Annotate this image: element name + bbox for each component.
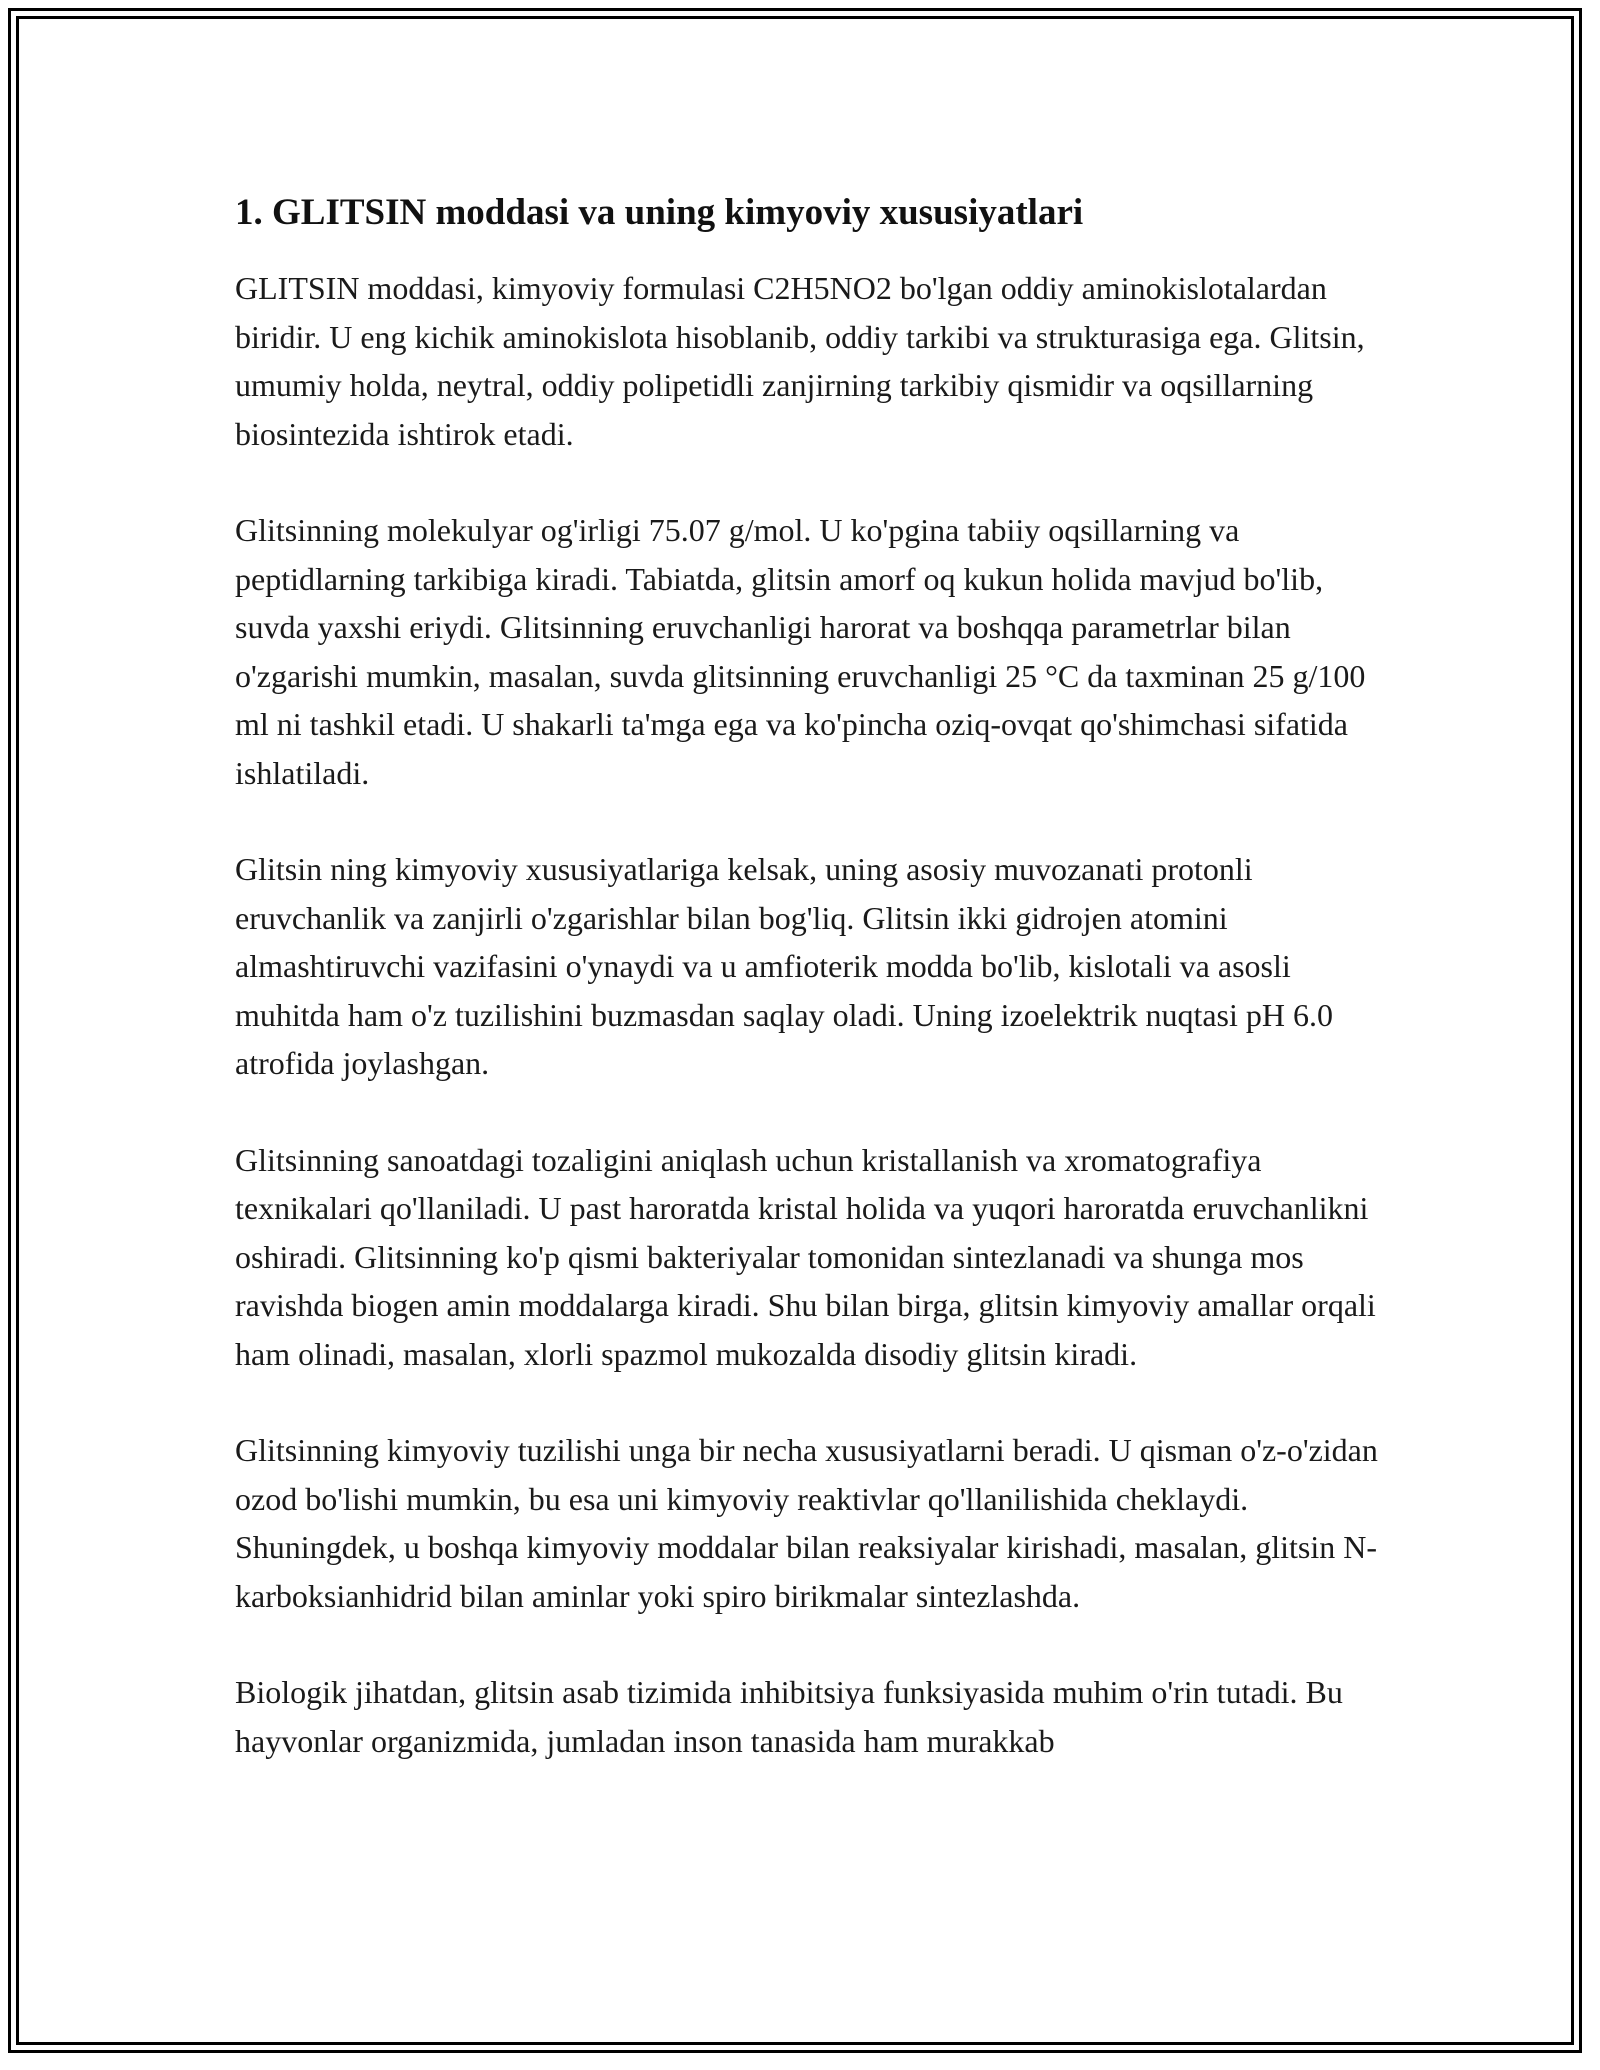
paragraph-2: Glitsinning molekulyar og'irligi 75.07 g/mol. U ko'pgina tabiiy oqsillarning va peptidlarning tarkibiga kiradi. Tabiatda, glitsin amorf oq kukun holida mavjud bo'lib, suvda yaxshi eriydi. Glitsinning eruvchanligi harorat va boshqqa parametrlar bilan o'zgarishi mumkin, masalan, suvda glitsinning eruvchanligi 25 °C da taxminan 25 g/100 ml ni tashkil etadi. U shakarli ta'mga ega va ko'pincha oziq-ovqat qo'shimchasi sifatida ishlatiladi. <box>235 512 1366 791</box>
section-heading: 1. GLITSIN moddasi va uning kimyoviy xususiyatlari <box>235 192 1084 233</box>
document-body <box>235 188 1380 1813</box>
paragraph-1: GLITSIN moddasi, kimyoviy formulasi C2H5NO2 bo'lgan oddiy aminokislotalardan biridir. U eng kichik aminokislota hisoblanib, oddiy tarkibi va strukturasiga ega. Glitsin, umumiy holda, neytral, oddiy polipetidli zanjirning tarkibiy qismidir va oqsillarning biosintezida ishtirok etadi. <box>235 270 1365 452</box>
paragraph-6: Biologik jihatdan, glitsin asab tizimida inhibitsiya funksiyasida muhim o'rin tutadi. Bu hayvonlar organizmida, jumladan inson tanasida ham murakkab <box>235 1674 1343 1759</box>
paragraph-5: Glitsinning kimyoviy tuzilishi unga bir necha xususiyatlarni beradi. U qisman o'z-o'zidan ozod bo'lishi mumkin, bu esa uni kimyoviy reaktivlar qo'llanilishida cheklaydi. Shuningdek, u boshqa kimyoviy moddalar bilan reaksiyalar kirishadi, masalan, glitsin N-karboksianhidrid bilan aminlar yoki spiro birikmalar sintezlashda. <box>235 1432 1378 1614</box>
paragraph-3: Glitsin ning kimyoviy xususiyatlariga kelsak, uning asosiy muvozanati protonli eruvchanlik va zanjirli o'zgarishlar bilan bog'liq. Glitsin ikki gidrojen atomini almashtiruvchi vazifasini o'ynaydi va u amfioterik modda bo'lib, kislotali va asosli muhitda ham o'z tuzilishini buzmasdan saqlay oladi. Uning izoelektrik nuqtasi pH 6.0 atrofida joylashgan. <box>235 851 1333 1081</box>
paragraph-4: Glitsinning sanoatdagi tozaligini aniqlash uchun kristallanish va xromatografiya texnikalari qo'llaniladi. U past haroratda kristal holida va yuqori haroratda eruvchanlikni oshiradi. Glitsinning ko'p qismi bakteriyalar tomonidan sintezlanadi va shunga mos ravishda biogen amin moddalarga kiradi. Shu bilan birga, glitsin kimyoviy amallar orqali ham olinadi, masalan, xlorli spazmol mukozalda disodiy glitsin kiradi. <box>235 1141 1376 1372</box>
